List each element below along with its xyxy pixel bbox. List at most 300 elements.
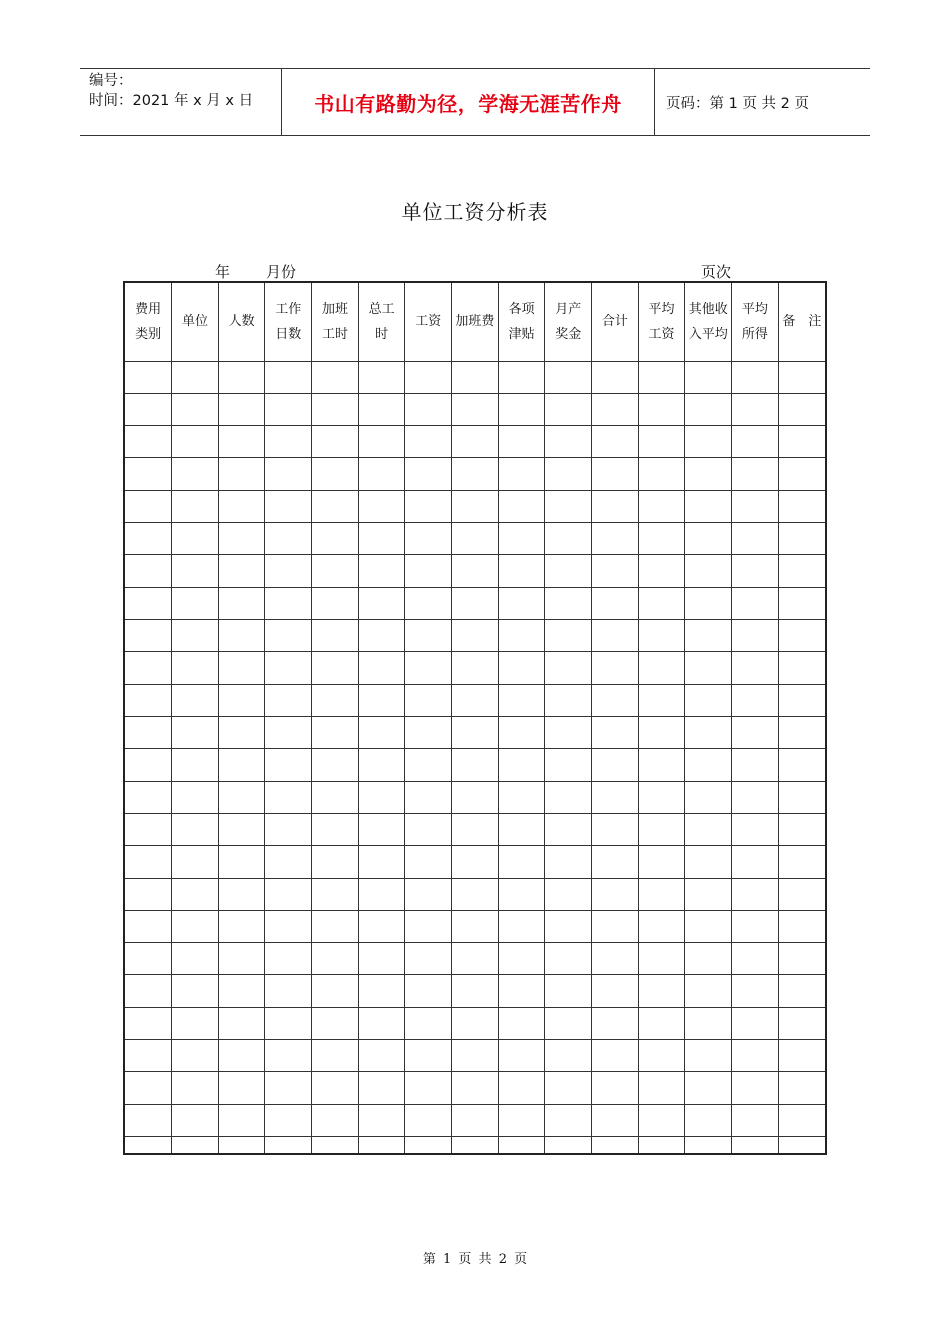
table-cell[interactable]	[172, 1137, 219, 1154]
table-cell[interactable]	[732, 975, 779, 1007]
table-cell[interactable]	[452, 781, 499, 813]
table-cell[interactable]	[265, 781, 312, 813]
table-cell[interactable]	[452, 652, 499, 684]
table-cell[interactable]	[312, 975, 359, 1007]
table-cell[interactable]	[732, 1137, 779, 1154]
table-cell[interactable]	[218, 393, 265, 425]
table-cell[interactable]	[778, 878, 825, 910]
table-cell[interactable]	[172, 943, 219, 975]
table-cell[interactable]	[498, 684, 545, 716]
table-cell[interactable]	[638, 523, 685, 555]
table-cell[interactable]	[218, 1104, 265, 1136]
table-cell[interactable]	[405, 555, 452, 587]
table-cell[interactable]	[545, 393, 592, 425]
table-cell[interactable]	[452, 878, 499, 910]
table-cell[interactable]	[172, 620, 219, 652]
table-cell[interactable]	[452, 1137, 499, 1154]
table-cell[interactable]	[452, 587, 499, 619]
table-cell[interactable]	[638, 716, 685, 748]
table-cell[interactable]	[732, 1007, 779, 1039]
table-cell[interactable]	[218, 813, 265, 845]
table-cell[interactable]	[452, 749, 499, 781]
table-cell[interactable]	[452, 490, 499, 522]
table-cell[interactable]	[778, 684, 825, 716]
table-cell[interactable]	[545, 910, 592, 942]
table-cell[interactable]	[358, 975, 405, 1007]
table-cell[interactable]	[312, 846, 359, 878]
table-cell[interactable]	[778, 620, 825, 652]
table-cell[interactable]	[732, 361, 779, 393]
table-cell[interactable]	[265, 684, 312, 716]
table-cell[interactable]	[685, 749, 732, 781]
table-cell[interactable]	[405, 620, 452, 652]
table-cell[interactable]	[498, 620, 545, 652]
table-cell[interactable]	[452, 555, 499, 587]
table-cell[interactable]	[405, 975, 452, 1007]
table-cell[interactable]	[218, 1072, 265, 1104]
table-cell[interactable]	[778, 1072, 825, 1104]
table-cell[interactable]	[125, 943, 172, 975]
table-cell[interactable]	[592, 846, 639, 878]
table-cell[interactable]	[545, 846, 592, 878]
table-cell[interactable]	[452, 813, 499, 845]
table-cell[interactable]	[685, 846, 732, 878]
table-cell[interactable]	[778, 813, 825, 845]
table-cell[interactable]	[685, 684, 732, 716]
table-cell[interactable]	[452, 975, 499, 1007]
table-cell[interactable]	[405, 361, 452, 393]
table-cell[interactable]	[732, 458, 779, 490]
table-cell[interactable]	[732, 910, 779, 942]
table-cell[interactable]	[545, 652, 592, 684]
table-cell[interactable]	[545, 426, 592, 458]
table-cell[interactable]	[405, 684, 452, 716]
table-cell[interactable]	[732, 523, 779, 555]
table-cell[interactable]	[592, 749, 639, 781]
table-cell[interactable]	[638, 458, 685, 490]
table-cell[interactable]	[125, 846, 172, 878]
table-cell[interactable]	[172, 1104, 219, 1136]
table-cell[interactable]	[125, 1040, 172, 1072]
table-cell[interactable]	[312, 652, 359, 684]
table-cell[interactable]	[218, 361, 265, 393]
table-cell[interactable]	[545, 1040, 592, 1072]
table-cell[interactable]	[125, 652, 172, 684]
table-cell[interactable]	[685, 781, 732, 813]
table-cell[interactable]	[125, 587, 172, 619]
table-cell[interactable]	[452, 1104, 499, 1136]
table-cell[interactable]	[125, 878, 172, 910]
table-cell[interactable]	[545, 781, 592, 813]
table-cell[interactable]	[545, 1137, 592, 1154]
table-cell[interactable]	[312, 458, 359, 490]
table-cell[interactable]	[638, 555, 685, 587]
table-cell[interactable]	[358, 1104, 405, 1136]
table-cell[interactable]	[265, 361, 312, 393]
table-cell[interactable]	[312, 523, 359, 555]
table-cell[interactable]	[498, 1007, 545, 1039]
table-cell[interactable]	[778, 393, 825, 425]
table-cell[interactable]	[405, 587, 452, 619]
table-cell[interactable]	[732, 749, 779, 781]
table-cell[interactable]	[498, 716, 545, 748]
table-cell[interactable]	[732, 1104, 779, 1136]
table-cell[interactable]	[172, 555, 219, 587]
table-cell[interactable]	[358, 620, 405, 652]
table-cell[interactable]	[778, 458, 825, 490]
table-cell[interactable]	[778, 1040, 825, 1072]
table-cell[interactable]	[498, 846, 545, 878]
table-cell[interactable]	[732, 684, 779, 716]
table-cell[interactable]	[778, 426, 825, 458]
table-cell[interactable]	[405, 1007, 452, 1039]
table-cell[interactable]	[125, 555, 172, 587]
table-cell[interactable]	[778, 1137, 825, 1154]
table-cell[interactable]	[312, 813, 359, 845]
table-cell[interactable]	[312, 716, 359, 748]
table-cell[interactable]	[685, 587, 732, 619]
table-cell[interactable]	[545, 749, 592, 781]
table-cell[interactable]	[638, 910, 685, 942]
table-cell[interactable]	[312, 1104, 359, 1136]
table-cell[interactable]	[732, 813, 779, 845]
table-cell[interactable]	[358, 781, 405, 813]
table-cell[interactable]	[545, 620, 592, 652]
table-cell[interactable]	[265, 975, 312, 1007]
table-cell[interactable]	[218, 587, 265, 619]
table-cell[interactable]	[265, 1137, 312, 1154]
table-cell[interactable]	[405, 716, 452, 748]
table-cell[interactable]	[312, 1040, 359, 1072]
table-cell[interactable]	[218, 458, 265, 490]
table-cell[interactable]	[218, 652, 265, 684]
table-cell[interactable]	[732, 426, 779, 458]
table-cell[interactable]	[218, 684, 265, 716]
table-cell[interactable]	[638, 426, 685, 458]
table-cell[interactable]	[592, 620, 639, 652]
table-cell[interactable]	[592, 878, 639, 910]
table-cell[interactable]	[265, 458, 312, 490]
table-cell[interactable]	[172, 684, 219, 716]
table-cell[interactable]	[545, 555, 592, 587]
table-cell[interactable]	[638, 943, 685, 975]
table-cell[interactable]	[405, 393, 452, 425]
table-cell[interactable]	[545, 716, 592, 748]
table-cell[interactable]	[545, 523, 592, 555]
table-cell[interactable]	[358, 749, 405, 781]
table-cell[interactable]	[265, 1007, 312, 1039]
table-cell[interactable]	[592, 1007, 639, 1039]
table-cell[interactable]	[312, 749, 359, 781]
table-cell[interactable]	[218, 846, 265, 878]
table-cell[interactable]	[358, 393, 405, 425]
table-cell[interactable]	[732, 620, 779, 652]
table-cell[interactable]	[358, 846, 405, 878]
table-cell[interactable]	[638, 587, 685, 619]
table-cell[interactable]	[592, 490, 639, 522]
table-cell[interactable]	[452, 620, 499, 652]
table-cell[interactable]	[358, 1040, 405, 1072]
table-cell[interactable]	[498, 1040, 545, 1072]
table-cell[interactable]	[778, 490, 825, 522]
table-cell[interactable]	[778, 749, 825, 781]
table-cell[interactable]	[685, 1104, 732, 1136]
table-cell[interactable]	[125, 426, 172, 458]
table-cell[interactable]	[685, 878, 732, 910]
table-cell[interactable]	[405, 846, 452, 878]
table-cell[interactable]	[498, 910, 545, 942]
table-cell[interactable]	[172, 716, 219, 748]
table-cell[interactable]	[592, 813, 639, 845]
table-cell[interactable]	[218, 1007, 265, 1039]
table-cell[interactable]	[218, 781, 265, 813]
table-cell[interactable]	[358, 490, 405, 522]
table-cell[interactable]	[452, 846, 499, 878]
table-cell[interactable]	[592, 1040, 639, 1072]
table-cell[interactable]	[685, 426, 732, 458]
table-cell[interactable]	[498, 587, 545, 619]
table-cell[interactable]	[498, 426, 545, 458]
table-cell[interactable]	[732, 781, 779, 813]
table-cell[interactable]	[405, 426, 452, 458]
table-cell[interactable]	[778, 781, 825, 813]
table-cell[interactable]	[638, 878, 685, 910]
table-cell[interactable]	[545, 361, 592, 393]
table-cell[interactable]	[172, 1040, 219, 1072]
table-cell[interactable]	[732, 587, 779, 619]
table-cell[interactable]	[265, 878, 312, 910]
table-cell[interactable]	[405, 943, 452, 975]
table-cell[interactable]	[312, 587, 359, 619]
table-cell[interactable]	[545, 587, 592, 619]
table-cell[interactable]	[218, 975, 265, 1007]
table-cell[interactable]	[638, 684, 685, 716]
table-cell[interactable]	[592, 1072, 639, 1104]
table-cell[interactable]	[125, 781, 172, 813]
table-cell[interactable]	[125, 975, 172, 1007]
table-cell[interactable]	[265, 1040, 312, 1072]
table-cell[interactable]	[358, 361, 405, 393]
table-cell[interactable]	[732, 490, 779, 522]
table-cell[interactable]	[498, 361, 545, 393]
table-cell[interactable]	[312, 426, 359, 458]
table-cell[interactable]	[732, 878, 779, 910]
table-cell[interactable]	[218, 716, 265, 748]
table-cell[interactable]	[218, 620, 265, 652]
table-cell[interactable]	[638, 975, 685, 1007]
table-cell[interactable]	[685, 975, 732, 1007]
table-cell[interactable]	[172, 587, 219, 619]
table-cell[interactable]	[358, 587, 405, 619]
table-cell[interactable]	[732, 716, 779, 748]
table-cell[interactable]	[312, 910, 359, 942]
table-cell[interactable]	[732, 943, 779, 975]
table-cell[interactable]	[312, 620, 359, 652]
table-cell[interactable]	[172, 975, 219, 1007]
table-cell[interactable]	[498, 878, 545, 910]
table-cell[interactable]	[218, 1137, 265, 1154]
table-cell[interactable]	[172, 523, 219, 555]
table-cell[interactable]	[685, 1137, 732, 1154]
table-cell[interactable]	[638, 1104, 685, 1136]
table-cell[interactable]	[358, 878, 405, 910]
table-cell[interactable]	[545, 878, 592, 910]
table-cell[interactable]	[452, 361, 499, 393]
table-cell[interactable]	[498, 975, 545, 1007]
table-cell[interactable]	[685, 1040, 732, 1072]
table-cell[interactable]	[405, 1072, 452, 1104]
table-cell[interactable]	[265, 523, 312, 555]
table-cell[interactable]	[778, 587, 825, 619]
table-cell[interactable]	[125, 749, 172, 781]
table-cell[interactable]	[545, 458, 592, 490]
table-cell[interactable]	[778, 716, 825, 748]
table-cell[interactable]	[545, 684, 592, 716]
table-cell[interactable]	[498, 749, 545, 781]
table-cell[interactable]	[218, 490, 265, 522]
table-cell[interactable]	[312, 943, 359, 975]
table-cell[interactable]	[405, 1040, 452, 1072]
table-cell[interactable]	[498, 393, 545, 425]
table-cell[interactable]	[592, 555, 639, 587]
table-cell[interactable]	[125, 361, 172, 393]
table-cell[interactable]	[778, 652, 825, 684]
table-cell[interactable]	[638, 846, 685, 878]
table-cell[interactable]	[778, 555, 825, 587]
table-cell[interactable]	[358, 1137, 405, 1154]
table-cell[interactable]	[732, 1072, 779, 1104]
table-cell[interactable]	[312, 684, 359, 716]
table-cell[interactable]	[685, 490, 732, 522]
table-cell[interactable]	[592, 361, 639, 393]
table-cell[interactable]	[125, 910, 172, 942]
table-cell[interactable]	[358, 813, 405, 845]
table-cell[interactable]	[545, 1072, 592, 1104]
table-cell[interactable]	[405, 490, 452, 522]
table-cell[interactable]	[125, 716, 172, 748]
table-cell[interactable]	[405, 652, 452, 684]
table-cell[interactable]	[498, 523, 545, 555]
table-cell[interactable]	[545, 490, 592, 522]
table-cell[interactable]	[592, 1104, 639, 1136]
table-cell[interactable]	[685, 652, 732, 684]
table-cell[interactable]	[172, 490, 219, 522]
table-cell[interactable]	[358, 523, 405, 555]
table-cell[interactable]	[312, 393, 359, 425]
table-cell[interactable]	[452, 910, 499, 942]
table-cell[interactable]	[265, 943, 312, 975]
table-cell[interactable]	[638, 749, 685, 781]
table-cell[interactable]	[452, 393, 499, 425]
table-cell[interactable]	[685, 361, 732, 393]
table-cell[interactable]	[125, 1007, 172, 1039]
table-cell[interactable]	[312, 490, 359, 522]
table-cell[interactable]	[125, 1104, 172, 1136]
table-cell[interactable]	[265, 620, 312, 652]
table-cell[interactable]	[592, 1137, 639, 1154]
table-cell[interactable]	[265, 749, 312, 781]
table-cell[interactable]	[125, 490, 172, 522]
table-cell[interactable]	[358, 943, 405, 975]
table-cell[interactable]	[312, 878, 359, 910]
table-cell[interactable]	[265, 1072, 312, 1104]
table-cell[interactable]	[312, 1137, 359, 1154]
table-cell[interactable]	[405, 458, 452, 490]
table-cell[interactable]	[498, 781, 545, 813]
table-cell[interactable]	[125, 813, 172, 845]
table-cell[interactable]	[498, 1104, 545, 1136]
table-cell[interactable]	[778, 846, 825, 878]
table-cell[interactable]	[592, 910, 639, 942]
table-cell[interactable]	[452, 523, 499, 555]
table-cell[interactable]	[452, 1040, 499, 1072]
table-cell[interactable]	[638, 1137, 685, 1154]
table-cell[interactable]	[778, 523, 825, 555]
table-cell[interactable]	[545, 1007, 592, 1039]
table-cell[interactable]	[498, 1137, 545, 1154]
table-cell[interactable]	[452, 1072, 499, 1104]
table-cell[interactable]	[638, 1072, 685, 1104]
table-cell[interactable]	[592, 652, 639, 684]
table-cell[interactable]	[638, 781, 685, 813]
table-cell[interactable]	[405, 523, 452, 555]
table-cell[interactable]	[545, 975, 592, 1007]
table-cell[interactable]	[358, 426, 405, 458]
table-cell[interactable]	[498, 943, 545, 975]
table-cell[interactable]	[498, 458, 545, 490]
table-cell[interactable]	[638, 393, 685, 425]
table-cell[interactable]	[172, 361, 219, 393]
table-cell[interactable]	[452, 716, 499, 748]
table-cell[interactable]	[312, 361, 359, 393]
table-cell[interactable]	[638, 620, 685, 652]
table-cell[interactable]	[312, 555, 359, 587]
table-cell[interactable]	[498, 652, 545, 684]
table-cell[interactable]	[125, 1137, 172, 1154]
table-cell[interactable]	[218, 523, 265, 555]
table-cell[interactable]	[218, 1040, 265, 1072]
table-cell[interactable]	[405, 813, 452, 845]
table-cell[interactable]	[732, 555, 779, 587]
table-cell[interactable]	[218, 878, 265, 910]
table-cell[interactable]	[218, 426, 265, 458]
table-cell[interactable]	[638, 813, 685, 845]
table-cell[interactable]	[125, 620, 172, 652]
table-cell[interactable]	[685, 458, 732, 490]
table-cell[interactable]	[312, 1072, 359, 1104]
table-cell[interactable]	[172, 426, 219, 458]
table-cell[interactable]	[778, 910, 825, 942]
table-cell[interactable]	[685, 943, 732, 975]
table-cell[interactable]	[452, 458, 499, 490]
table-cell[interactable]	[172, 878, 219, 910]
table-cell[interactable]	[778, 1104, 825, 1136]
table-cell[interactable]	[265, 910, 312, 942]
table-cell[interactable]	[265, 393, 312, 425]
table-cell[interactable]	[172, 749, 219, 781]
table-cell[interactable]	[638, 361, 685, 393]
table-cell[interactable]	[685, 716, 732, 748]
table-cell[interactable]	[685, 555, 732, 587]
table-cell[interactable]	[405, 781, 452, 813]
table-cell[interactable]	[405, 910, 452, 942]
table-cell[interactable]	[358, 458, 405, 490]
table-cell[interactable]	[125, 458, 172, 490]
table-cell[interactable]	[172, 1007, 219, 1039]
table-cell[interactable]	[172, 813, 219, 845]
table-cell[interactable]	[405, 1104, 452, 1136]
table-cell[interactable]	[498, 555, 545, 587]
